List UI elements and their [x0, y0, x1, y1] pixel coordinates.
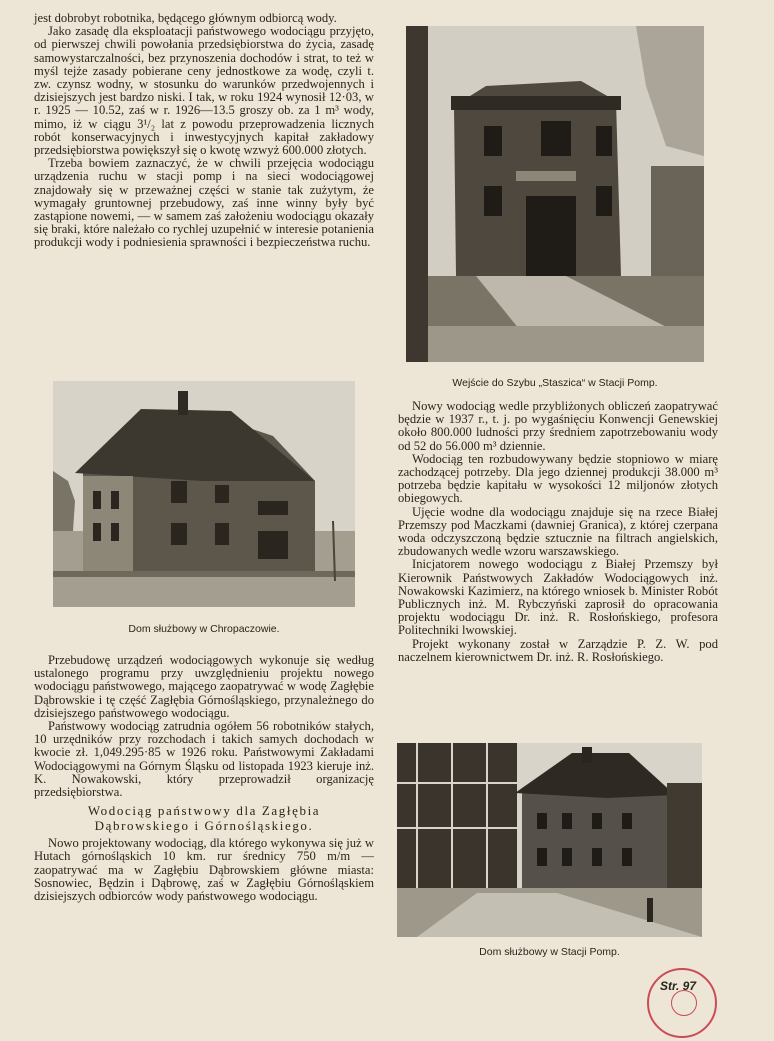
section-heading-line: Dąbrowskiego i Górnośląskiego.: [94, 818, 314, 834]
photo-caption: Wejście do Szybu „Staszica“ w Stacji Pomp.: [452, 377, 658, 389]
photo-caption: Dom służbowy w Chropaczowie.: [128, 623, 280, 635]
shaft-building-illustration: [406, 26, 704, 362]
paragraph: Ujęcie wodne dla wodociągu znajduje się na rzece Białej Przemszy pod Maczkami (dawniej Granica), z której czerpana woda odczyszczoną będzie sztucznie na filtrach angielskich, zbudowanych wedle wzoru warszawskiego.: [398, 504, 718, 559]
paragraph: Inicjatorem nowego wodociągu z Białej Przemszy był Kierownik Państwowych Zakładów Wodociągowych inż. Nowakowski Kazimierz, na którego wniosek b. Minister Robót Publicznych inż. M. Rybczyński zaprosił do opracowania projektu wodociągu Dr. inż. R. Rosłońskiego, profesora Politechniki lwowskiej.: [398, 557, 718, 638]
house-illustration: [53, 381, 355, 607]
paragraph: jest dobrobyt robotnika, będącego głównym odbiorcą wody.: [34, 11, 337, 25]
section-heading: [34, 803, 374, 833]
photo-caption: Dom służbowy w Stacji Pomp.: [479, 946, 620, 958]
paragraph: Nowy wodociąg wedle przybliżonych obliczeń zaopatrywać będzie w 1937 r., t. j. po wygaśnięciu Konwencji Genewskiej około 800.000 ludności przy średniem zapotrzebowaniu wody od 52 do 56.000 m³ dziennie.: [398, 399, 718, 453]
photo-house-pump-station: [397, 743, 702, 937]
stamp-emblem: [671, 990, 697, 1016]
paragraph: Trzeba bowiem zaznaczyć, że w chwili przejęcia wodociągu urządzenia ruchu w stacji pomp i na sieci wodociągowej znajdowały się w przeważnej części w stanie tak zużytym, że wymagały gruntownej przebudowy, zaś inne winny były być zastąpione nowemi, — w samem zaś założeniu wodociągu okazały się braki, które należało co rychlej uzupełnić w interesie potanienia produkcji wody i podniesienia sprawności i bezpieczeństwa ruchu.: [34, 156, 374, 250]
paragraph: Jako zasadę dla eksploatacji państwowego wodociągu przyjęto, od pierwszej chwili powołania przedsiębiorstwa do życia, zasadę samowystarczalności, bez przynoszenia dochodów i strat, to też w myśl tejże zasady pobierane ceny jednostkowe za wodę, czyli t. zw. czynsz wodny, w stosunku do warunków przedwojennych i dzisiejszych jest bardzo niski. I tak, w roku 1924 wynosił 12·03, w r. 1925 — 10.52, zaś w r. 1926—13.5 groszy ob. za 1 m³ wody, mimo, iż w ciągu 3¹/₂ lat z powodu przeprowadzenia licznych robót konserwacyjnych i inwestycyjnych kapitał zakładowy przedsiębiorstwa powiększył się o kwotę wzwyż 600.000 złotych.: [34, 24, 374, 158]
paragraph: Nowo projektowany wodociąg, dla którego wykonywa się już w Hutach górnośląskich 10 km. rur średnicy 750 m/m — zaopatrywać ma w Zagłębiu Dąbrowskiem główne miasta: Sosnowiec, Będzin i Dąbrowę, zaś w Zagłębiu Górnośląskiem dzisiejszych odbiorców wody państwowego wodociągu.: [34, 836, 374, 904]
right-column-text: [398, 400, 718, 664]
pump-station-illustration: [397, 743, 702, 937]
section-heading-line: Wodociąg państwowy dla Zagłębia: [87, 803, 321, 819]
left-column-top: [34, 12, 374, 250]
paragraph: Projekt wykonany został w Zarządzie P. Z. W. pod naczelnem kierownictwem Dr. inż. R. Rosłońskiego.: [398, 636, 718, 664]
paragraph: Państwowy wodociąg zatrudnia ogółem 56 robotników stałych, 10 urzędników przy rozchodach i takich samych dochodach w kwocie zł. 1,049.295·85 w 1926 roku. Państwowymi Zakładami Wodociągowymi na Górnym Śląsku od listopada 1923 kieruje inż. K. Nowakowski, który przeprowadził organizację przedsiębiorstwa.: [34, 719, 374, 800]
photo-staszic-shaft: [406, 26, 704, 362]
left-column-bottom: [34, 654, 374, 903]
photo-house-chropaczow: [53, 381, 355, 607]
paragraph: Przebudowę urządzeń wodociągowych wykonuje się według ustalonego programu przy uwzględnieniu projektu nowego wodociągu państwowego, mającego zaopatrywać w wodę Zagłębie Dąbrowskie i tę część Zagłębia Górnośląskiego, przynależnego do dzisiejszego państwowego wodociągu.: [34, 653, 374, 720]
page-number: Str. 97: [660, 979, 697, 993]
paragraph: Wodociąg ten rozbudowywany będzie stopniowo w miarę zachodzącej potrzeby. Dla jego dziennej produkcji 38.000 m³ potrzeba będzie kapitału w wysokości 12 miljonów złotych obiegowych.: [398, 451, 718, 506]
